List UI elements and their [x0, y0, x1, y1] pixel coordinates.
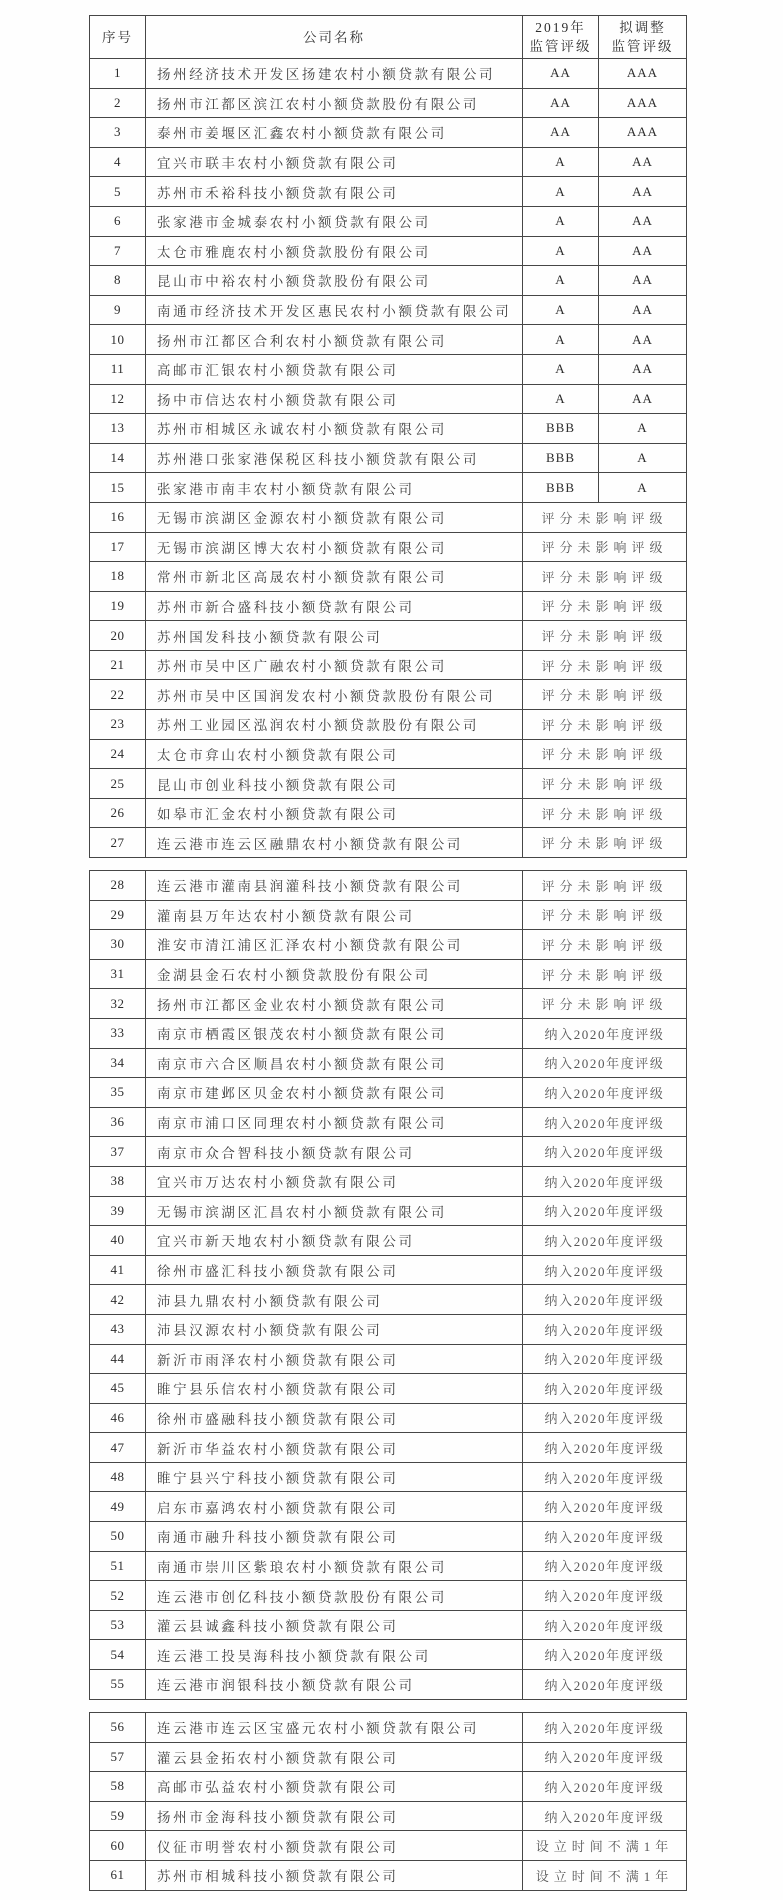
rating-note-cell: 纳入2020年度评级	[523, 1462, 687, 1492]
row-number-cell: 32	[90, 989, 146, 1019]
row-number-cell: 11	[90, 354, 146, 384]
company-name-cell: 苏州市禾裕科技小额贷款有限公司	[146, 177, 523, 207]
company-name-cell: 新沂市华益农村小额贷款有限公司	[146, 1433, 523, 1463]
company-name-cell: 扬州市江都区合利农村小额贷款有限公司	[146, 325, 523, 355]
table-row	[90, 562, 687, 592]
table-row	[90, 959, 687, 989]
company-name-cell: 灌云县诚鑫科技小额贷款有限公司	[146, 1610, 523, 1640]
row-number-cell: 39	[90, 1196, 146, 1226]
rating-note-cell: 纳入2020年度评级	[523, 1772, 687, 1802]
row-number-cell: 15	[90, 473, 146, 503]
table-row	[90, 1285, 687, 1315]
row-number-cell: 37	[90, 1137, 146, 1167]
proposed-rating-cell: AA	[599, 206, 687, 236]
company-name-cell: 淮安市清江浦区汇泽农村小额贷款有限公司	[146, 930, 523, 960]
company-name-cell: 南京市建邺区贝金农村小额贷款有限公司	[146, 1078, 523, 1108]
row-number-cell: 7	[90, 236, 146, 266]
rating-2019-cell: AA	[523, 88, 599, 118]
table-row	[90, 798, 687, 828]
company-name-cell: 南通市融升科技小额贷款有限公司	[146, 1522, 523, 1552]
rating-note-cell: 纳入2020年度评级	[523, 1551, 687, 1581]
row-number-cell: 50	[90, 1522, 146, 1552]
rating-note-cell: 纳入2020年度评级	[523, 1048, 687, 1078]
company-name-cell: 连云港市灌南县润灌科技小额贷款有限公司	[146, 871, 523, 901]
company-name-cell: 启东市嘉鸿农村小额贷款有限公司	[146, 1492, 523, 1522]
company-name-cell: 泰州市姜堰区汇鑫农村小额贷款有限公司	[146, 118, 523, 148]
row-number-cell: 31	[90, 959, 146, 989]
row-number-cell: 23	[90, 710, 146, 740]
rating-note-cell: 评分未影响评级	[523, 710, 687, 740]
company-name-cell: 扬中市信达农村小额贷款有限公司	[146, 384, 523, 414]
row-number-cell: 26	[90, 798, 146, 828]
table-row	[90, 1107, 687, 1137]
row-number-cell: 61	[90, 1860, 146, 1890]
proposed-rating-cell: AA	[599, 266, 687, 296]
rating-note-cell: 纳入2020年度评级	[523, 1581, 687, 1611]
table-row	[90, 1078, 687, 1108]
table-row	[90, 828, 687, 858]
table-row	[90, 384, 687, 414]
company-name-cell: 仪征市明誉农村小额贷款有限公司	[146, 1831, 523, 1861]
company-name-cell: 苏州市新合盛科技小额贷款有限公司	[146, 591, 523, 621]
rating-2019-cell: A	[523, 147, 599, 177]
table-row	[90, 1374, 687, 1404]
row-number-cell: 13	[90, 414, 146, 444]
proposed-rating-cell: AAA	[599, 118, 687, 148]
rating-note-cell: 纳入2020年度评级	[523, 1255, 687, 1285]
company-name-cell: 南通市崇川区紫琅农村小额贷款有限公司	[146, 1551, 523, 1581]
header-index: 序号	[90, 16, 146, 59]
rating-note-cell: 评分未影响评级	[523, 871, 687, 901]
rating-note-cell: 纳入2020年度评级	[523, 1374, 687, 1404]
table-row	[90, 1255, 687, 1285]
table-row	[90, 414, 687, 444]
row-number-cell: 33	[90, 1018, 146, 1048]
rating-note-cell: 纳入2020年度评级	[523, 1196, 687, 1226]
row-number-cell: 24	[90, 739, 146, 769]
rating-note-cell: 纳入2020年度评级	[523, 1742, 687, 1772]
rating-note-cell: 纳入2020年度评级	[523, 1166, 687, 1196]
rating-2019-cell: A	[523, 384, 599, 414]
row-number-cell: 42	[90, 1285, 146, 1315]
row-number-cell: 19	[90, 591, 146, 621]
table-row	[90, 1344, 687, 1374]
company-name-cell: 睢宁县乐信农村小额贷款有限公司	[146, 1374, 523, 1404]
rating-note-cell: 评分未影响评级	[523, 828, 687, 858]
row-number-cell: 6	[90, 206, 146, 236]
rating-note-cell: 纳入2020年度评级	[523, 1713, 687, 1743]
table-row	[90, 710, 687, 740]
company-name-cell: 昆山市创业科技小额贷款有限公司	[146, 769, 523, 799]
row-number-cell: 5	[90, 177, 146, 207]
row-number-cell: 40	[90, 1226, 146, 1256]
row-number-cell: 51	[90, 1551, 146, 1581]
table-header-row	[90, 16, 687, 59]
rating-note-cell: 评分未影响评级	[523, 650, 687, 680]
proposed-rating-cell: A	[599, 443, 687, 473]
rating-2019-cell: A	[523, 236, 599, 266]
company-name-cell: 新沂市雨泽农村小额贷款有限公司	[146, 1344, 523, 1374]
company-name-cell: 徐州市盛汇科技小额贷款有限公司	[146, 1255, 523, 1285]
company-name-cell: 南京市栖霞区银茂农村小额贷款有限公司	[146, 1018, 523, 1048]
company-name-cell: 沛县汉源农村小额贷款有限公司	[146, 1314, 523, 1344]
proposed-rating-cell: AA	[599, 354, 687, 384]
proposed-rating-cell: AA	[599, 177, 687, 207]
header-proposed-rating-line1: 拟调整	[619, 20, 666, 35]
row-number-cell: 20	[90, 621, 146, 651]
rating-table-section-1	[89, 15, 687, 858]
proposed-rating-cell: AA	[599, 325, 687, 355]
rating-note-cell: 纳入2020年度评级	[523, 1610, 687, 1640]
proposed-rating-cell: A	[599, 414, 687, 444]
table-row	[90, 1166, 687, 1196]
table-row	[90, 930, 687, 960]
rating-note-cell: 纳入2020年度评级	[523, 1522, 687, 1552]
row-number-cell: 8	[90, 266, 146, 296]
header-company-name: 公司名称	[146, 16, 523, 59]
row-number-cell: 49	[90, 1492, 146, 1522]
row-number-cell: 28	[90, 871, 146, 901]
rating-note-cell: 设立时间不满1年	[523, 1860, 687, 1890]
row-number-cell: 60	[90, 1831, 146, 1861]
table-row	[90, 1860, 687, 1890]
table-row	[90, 236, 687, 266]
company-name-cell: 沛县九鼎农村小额贷款有限公司	[146, 1285, 523, 1315]
rating-note-cell: 纳入2020年度评级	[523, 1018, 687, 1048]
row-number-cell: 56	[90, 1713, 146, 1743]
table-row	[90, 1713, 687, 1743]
company-name-cell: 高邮市汇银农村小额贷款有限公司	[146, 354, 523, 384]
table-row	[90, 206, 687, 236]
row-number-cell: 22	[90, 680, 146, 710]
row-number-cell: 35	[90, 1078, 146, 1108]
rating-note-cell: 纳入2020年度评级	[523, 1137, 687, 1167]
rating-note-cell: 评分未影响评级	[523, 532, 687, 562]
proposed-rating-cell: AA	[599, 384, 687, 414]
company-name-cell: 张家港市金城泰农村小额贷款有限公司	[146, 206, 523, 236]
company-name-cell: 灌南县万年达农村小额贷款有限公司	[146, 900, 523, 930]
row-number-cell: 21	[90, 650, 146, 680]
table-row	[90, 1048, 687, 1078]
company-name-cell: 睢宁县兴宁科技小额贷款有限公司	[146, 1462, 523, 1492]
table-row	[90, 1137, 687, 1167]
proposed-rating-cell: AA	[599, 236, 687, 266]
rating-note-cell: 设立时间不满1年	[523, 1831, 687, 1861]
company-name-cell: 苏州市吴中区广融农村小额贷款有限公司	[146, 650, 523, 680]
proposed-rating-cell: AAA	[599, 59, 687, 89]
header-rating-2019-line2: 监管评级	[529, 39, 592, 54]
table-row	[90, 354, 687, 384]
rating-note-cell: 评分未影响评级	[523, 621, 687, 651]
rating-note-cell: 评分未影响评级	[523, 680, 687, 710]
table-row	[90, 1551, 687, 1581]
row-number-cell: 53	[90, 1610, 146, 1640]
table-row	[90, 88, 687, 118]
rating-2019-cell: A	[523, 266, 599, 296]
table-row	[90, 1403, 687, 1433]
rating-2019-cell: AA	[523, 118, 599, 148]
company-name-cell: 宜兴市万达农村小额贷款有限公司	[146, 1166, 523, 1196]
row-number-cell: 58	[90, 1772, 146, 1802]
rating-note-cell: 纳入2020年度评级	[523, 1433, 687, 1463]
row-number-cell: 14	[90, 443, 146, 473]
company-name-cell: 连云港市连云区融鼎农村小额贷款有限公司	[146, 828, 523, 858]
company-name-cell: 苏州工业园区泓润农村小额贷款股份有限公司	[146, 710, 523, 740]
table-row	[90, 1801, 687, 1831]
table-row	[90, 871, 687, 901]
table-row	[90, 739, 687, 769]
proposed-rating-cell: AAA	[599, 88, 687, 118]
company-name-cell: 连云港工投昊海科技小额贷款有限公司	[146, 1640, 523, 1670]
header-rating-2019	[523, 16, 599, 59]
rating-note-cell: 纳入2020年度评级	[523, 1078, 687, 1108]
rating-2019-cell: A	[523, 354, 599, 384]
company-name-cell: 苏州市吴中区国润发农村小额贷款股份有限公司	[146, 680, 523, 710]
row-number-cell: 55	[90, 1670, 146, 1700]
rating-note-cell: 评分未影响评级	[523, 930, 687, 960]
company-name-cell: 扬州市江都区滨江农村小额贷款股份有限公司	[146, 88, 523, 118]
table-row	[90, 1314, 687, 1344]
rating-2019-cell: BBB	[523, 473, 599, 503]
rating-2019-cell: A	[523, 295, 599, 325]
table-row	[90, 1226, 687, 1256]
row-number-cell: 10	[90, 325, 146, 355]
company-name-cell: 苏州市相城区永诚农村小额贷款有限公司	[146, 414, 523, 444]
row-number-cell: 1	[90, 59, 146, 89]
rating-note-cell: 评分未影响评级	[523, 959, 687, 989]
table-row	[90, 118, 687, 148]
rating-note-cell: 纳入2020年度评级	[523, 1314, 687, 1344]
row-number-cell: 36	[90, 1107, 146, 1137]
rating-note-cell: 评分未影响评级	[523, 798, 687, 828]
table-row	[90, 1670, 687, 1700]
company-name-cell: 金湖县金石农村小额贷款股份有限公司	[146, 959, 523, 989]
table-row	[90, 1196, 687, 1226]
table-row	[90, 473, 687, 503]
company-name-cell: 连云港市润银科技小额贷款有限公司	[146, 1670, 523, 1700]
row-number-cell: 29	[90, 900, 146, 930]
table-row	[90, 650, 687, 680]
table-row	[90, 621, 687, 651]
company-name-cell: 宜兴市新天地农村小额贷款有限公司	[146, 1226, 523, 1256]
company-name-cell: 昆山市中裕农村小额贷款股份有限公司	[146, 266, 523, 296]
table-row	[90, 1433, 687, 1463]
company-name-cell: 南京市浦口区同理农村小额贷款有限公司	[146, 1107, 523, 1137]
company-name-cell: 无锡市滨湖区博大农村小额贷款有限公司	[146, 532, 523, 562]
rating-table-section-3	[89, 1712, 687, 1891]
table-row	[90, 59, 687, 89]
table-row	[90, 1772, 687, 1802]
row-number-cell: 41	[90, 1255, 146, 1285]
row-number-cell: 44	[90, 1344, 146, 1374]
header-proposed-rating-line2: 监管评级	[611, 39, 674, 54]
header-rating-2019-line1: 2019年	[535, 20, 586, 35]
row-number-cell: 16	[90, 502, 146, 532]
table-row	[90, 325, 687, 355]
rating-2019-cell: A	[523, 206, 599, 236]
company-name-cell: 苏州市相城科技小额贷款有限公司	[146, 1860, 523, 1890]
row-number-cell: 46	[90, 1403, 146, 1433]
company-name-cell: 连云港市创亿科技小额贷款股份有限公司	[146, 1581, 523, 1611]
company-name-cell: 灌云县金拓农村小额贷款有限公司	[146, 1742, 523, 1772]
company-name-cell: 如皋市汇金农村小额贷款有限公司	[146, 798, 523, 828]
row-number-cell: 9	[90, 295, 146, 325]
table-row	[90, 989, 687, 1019]
row-number-cell: 25	[90, 769, 146, 799]
table-row	[90, 1831, 687, 1861]
table-row	[90, 680, 687, 710]
header-proposed-rating	[599, 16, 687, 59]
table-row	[90, 591, 687, 621]
company-name-cell: 太仓市雅鹿农村小额贷款股份有限公司	[146, 236, 523, 266]
rating-note-cell: 纳入2020年度评级	[523, 1403, 687, 1433]
company-name-cell: 宜兴市联丰农村小额贷款有限公司	[146, 147, 523, 177]
table-row	[90, 769, 687, 799]
rating-2019-cell: A	[523, 177, 599, 207]
rating-note-cell: 纳入2020年度评级	[523, 1492, 687, 1522]
rating-note-cell: 纳入2020年度评级	[523, 1226, 687, 1256]
company-name-cell: 南京市六合区顺昌农村小额贷款有限公司	[146, 1048, 523, 1078]
company-name-cell: 南通市经济技术开发区惠民农村小额贷款有限公司	[146, 295, 523, 325]
row-number-cell: 34	[90, 1048, 146, 1078]
company-name-cell: 太仓市弇山农村小额贷款有限公司	[146, 739, 523, 769]
row-number-cell: 18	[90, 562, 146, 592]
table-row	[90, 532, 687, 562]
company-name-cell: 徐州市盛融科技小额贷款有限公司	[146, 1403, 523, 1433]
rating-note-cell: 评分未影响评级	[523, 900, 687, 930]
table-row	[90, 900, 687, 930]
rating-note-cell: 评分未影响评级	[523, 562, 687, 592]
company-name-cell: 无锡市滨湖区金源农村小额贷款有限公司	[146, 502, 523, 532]
company-name-cell: 扬州经济技术开发区扬建农村小额贷款有限公司	[146, 59, 523, 89]
table-row	[90, 1492, 687, 1522]
row-number-cell: 38	[90, 1166, 146, 1196]
row-number-cell: 30	[90, 930, 146, 960]
row-number-cell: 17	[90, 532, 146, 562]
row-number-cell: 59	[90, 1801, 146, 1831]
proposed-rating-cell: AA	[599, 147, 687, 177]
row-number-cell: 43	[90, 1314, 146, 1344]
proposed-rating-cell: AA	[599, 295, 687, 325]
row-number-cell: 54	[90, 1640, 146, 1670]
rating-note-cell: 纳入2020年度评级	[523, 1801, 687, 1831]
company-name-cell: 高邮市弘益农村小额贷款有限公司	[146, 1772, 523, 1802]
row-number-cell: 52	[90, 1581, 146, 1611]
table-row	[90, 1522, 687, 1552]
row-number-cell: 48	[90, 1462, 146, 1492]
row-number-cell: 3	[90, 118, 146, 148]
row-number-cell: 4	[90, 147, 146, 177]
table-row	[90, 1640, 687, 1670]
row-number-cell: 47	[90, 1433, 146, 1463]
table-row	[90, 1462, 687, 1492]
company-name-cell: 南京市众合智科技小额贷款有限公司	[146, 1137, 523, 1167]
row-number-cell: 45	[90, 1374, 146, 1404]
company-name-cell: 张家港市南丰农村小额贷款有限公司	[146, 473, 523, 503]
rating-2019-cell: AA	[523, 59, 599, 89]
rating-note-cell: 评分未影响评级	[523, 739, 687, 769]
table-row	[90, 1581, 687, 1611]
rating-note-cell: 评分未影响评级	[523, 591, 687, 621]
rating-note-cell: 纳入2020年度评级	[523, 1640, 687, 1670]
table-row	[90, 266, 687, 296]
company-name-cell: 常州市新北区高晟农村小额贷款有限公司	[146, 562, 523, 592]
row-number-cell: 2	[90, 88, 146, 118]
company-name-cell: 连云港市连云区宝盛元农村小额贷款有限公司	[146, 1713, 523, 1743]
company-name-cell: 无锡市滨湖区汇昌农村小额贷款有限公司	[146, 1196, 523, 1226]
rating-2019-cell: A	[523, 325, 599, 355]
table-row	[90, 295, 687, 325]
rating-table-section-2	[89, 870, 687, 1700]
rating-note-cell: 纳入2020年度评级	[523, 1107, 687, 1137]
rating-note-cell: 纳入2020年度评级	[523, 1344, 687, 1374]
table-row	[90, 1742, 687, 1772]
rating-note-cell: 评分未影响评级	[523, 502, 687, 532]
rating-2019-cell: BBB	[523, 443, 599, 473]
row-number-cell: 12	[90, 384, 146, 414]
table-row	[90, 1610, 687, 1640]
table-row	[90, 502, 687, 532]
table-row	[90, 443, 687, 473]
row-number-cell: 27	[90, 828, 146, 858]
company-name-cell: 扬州市江都区金业农村小额贷款有限公司	[146, 989, 523, 1019]
company-name-cell: 扬州市金海科技小额贷款有限公司	[146, 1801, 523, 1831]
table-row	[90, 147, 687, 177]
rating-2019-cell: BBB	[523, 414, 599, 444]
rating-note-cell: 评分未影响评级	[523, 989, 687, 1019]
company-name-cell: 苏州国发科技小额贷款有限公司	[146, 621, 523, 651]
rating-note-cell: 纳入2020年度评级	[523, 1285, 687, 1315]
rating-note-cell: 纳入2020年度评级	[523, 1670, 687, 1700]
table-row	[90, 177, 687, 207]
row-number-cell: 57	[90, 1742, 146, 1772]
table-row	[90, 1018, 687, 1048]
company-name-cell: 苏州港口张家港保税区科技小额贷款有限公司	[146, 443, 523, 473]
rating-note-cell: 评分未影响评级	[523, 769, 687, 799]
proposed-rating-cell: A	[599, 473, 687, 503]
